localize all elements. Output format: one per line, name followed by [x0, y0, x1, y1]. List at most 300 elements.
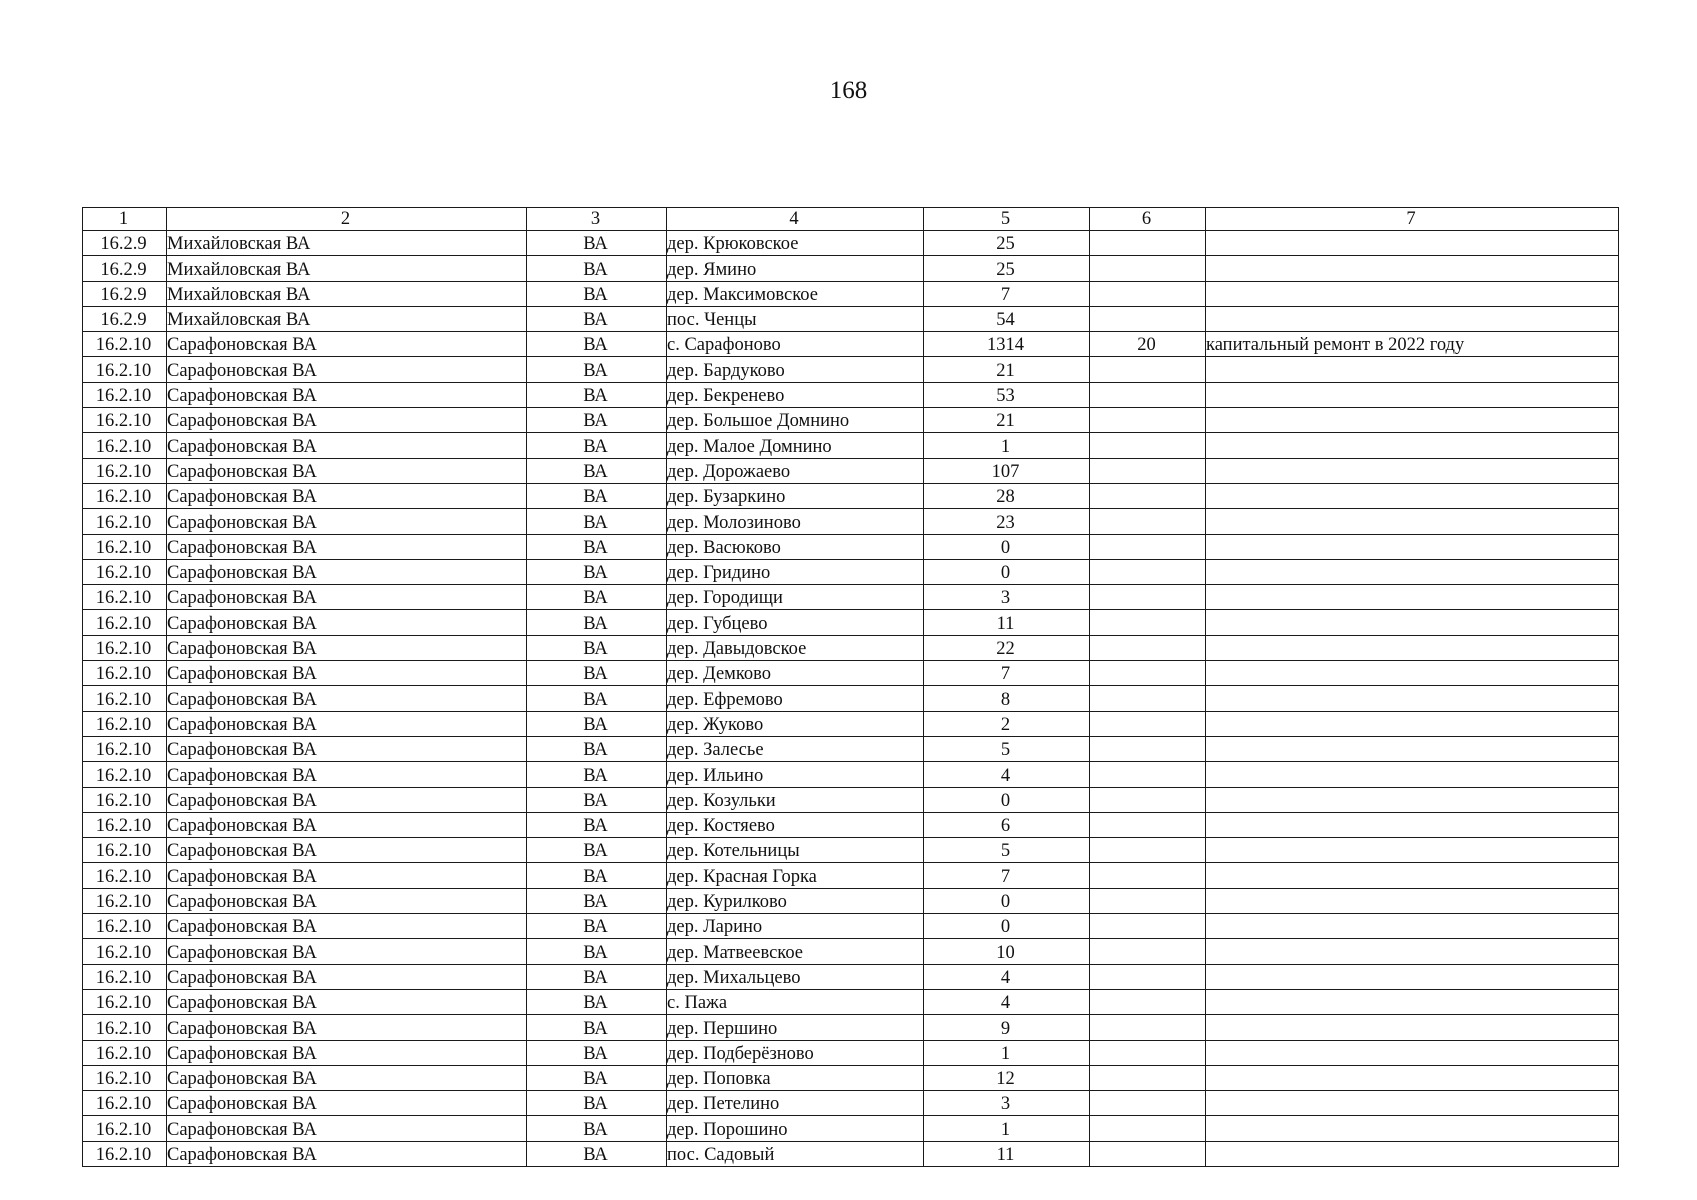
count-value-cell: 4 — [924, 964, 1090, 989]
note-text-cell — [1206, 686, 1619, 711]
table-row — [83, 231, 1619, 256]
administration-name-cell: Сарафоновская ВА — [167, 1065, 527, 1090]
extra-value-cell — [1090, 281, 1206, 306]
row-number-cell: 16.2.10 — [83, 989, 167, 1014]
type-code-cell: ВА — [527, 408, 667, 433]
administration-name-cell: Сарафоновская ВА — [167, 736, 527, 761]
settlement-name-cell: дер. Дорожаево — [667, 458, 924, 483]
type-code-cell: ВА — [527, 281, 667, 306]
settlement-name-cell: дер. Порошино — [667, 1116, 924, 1141]
row-number-cell: 16.2.10 — [83, 1141, 167, 1166]
extra-value-cell — [1090, 559, 1206, 584]
row-number-cell: 16.2.10 — [83, 1091, 167, 1116]
column-header: 6 — [1090, 208, 1206, 231]
type-code-cell: ВА — [527, 534, 667, 559]
column-header: 1 — [83, 208, 167, 231]
table-row — [83, 863, 1619, 888]
count-value-cell: 0 — [924, 888, 1090, 913]
extra-value-cell — [1090, 1040, 1206, 1065]
count-value-cell: 10 — [924, 939, 1090, 964]
type-code-cell: ВА — [527, 964, 667, 989]
type-code-cell: ВА — [527, 989, 667, 1014]
extra-value-cell — [1090, 838, 1206, 863]
settlement-name-cell: дер. Ямино — [667, 256, 924, 281]
administration-name-cell: Сарафоновская ВА — [167, 1040, 527, 1065]
type-code-cell: ВА — [527, 382, 667, 407]
count-value-cell: 3 — [924, 585, 1090, 610]
type-code-cell: ВА — [527, 1091, 667, 1116]
count-value-cell: 11 — [924, 1141, 1090, 1166]
table-row — [83, 939, 1619, 964]
column-header: 4 — [667, 208, 924, 231]
settlement-name-cell: дер. Губцево — [667, 610, 924, 635]
note-text-cell — [1206, 736, 1619, 761]
extra-value-cell — [1090, 458, 1206, 483]
administration-name-cell: Сарафоновская ВА — [167, 433, 527, 458]
extra-value-cell — [1090, 762, 1206, 787]
row-number-cell: 16.2.10 — [83, 585, 167, 610]
row-number-cell: 16.2.10 — [83, 1116, 167, 1141]
note-text-cell — [1206, 711, 1619, 736]
count-value-cell: 7 — [924, 281, 1090, 306]
note-text-cell — [1206, 1116, 1619, 1141]
type-code-cell: ВА — [527, 357, 667, 382]
row-number-cell: 16.2.10 — [83, 812, 167, 837]
settlement-name-cell: дер. Крюковское — [667, 231, 924, 256]
row-number-cell: 16.2.10 — [83, 433, 167, 458]
administration-name-cell: Сарафоновская ВА — [167, 559, 527, 584]
type-code-cell: ВА — [527, 1065, 667, 1090]
note-text-cell — [1206, 888, 1619, 913]
settlement-name-cell: дер. Михальцево — [667, 964, 924, 989]
note-text-cell — [1206, 914, 1619, 939]
column-header: 5 — [924, 208, 1090, 231]
note-text-cell — [1206, 1141, 1619, 1166]
count-value-cell: 3 — [924, 1091, 1090, 1116]
administration-name-cell: Михайловская ВА — [167, 231, 527, 256]
header-row — [83, 208, 1619, 231]
extra-value-cell — [1090, 534, 1206, 559]
administration-name-cell: Сарафоновская ВА — [167, 711, 527, 736]
settlement-name-cell: дер. Бардуково — [667, 357, 924, 382]
note-text-cell — [1206, 509, 1619, 534]
note-text-cell — [1206, 1040, 1619, 1065]
administration-name-cell: Сарафоновская ВА — [167, 1015, 527, 1040]
extra-value-cell — [1090, 711, 1206, 736]
table-row — [83, 256, 1619, 281]
note-text-cell — [1206, 812, 1619, 837]
table-row — [83, 408, 1619, 433]
settlement-name-cell: дер. Бекренево — [667, 382, 924, 407]
table-body — [83, 231, 1619, 1167]
note-text-cell — [1206, 1065, 1619, 1090]
row-number-cell: 16.2.10 — [83, 762, 167, 787]
row-number-cell: 16.2.10 — [83, 635, 167, 660]
row-number-cell: 16.2.10 — [83, 509, 167, 534]
row-number-cell: 16.2.9 — [83, 306, 167, 331]
count-value-cell: 1314 — [924, 332, 1090, 357]
settlement-name-cell: дер. Петелино — [667, 1091, 924, 1116]
note-text-cell — [1206, 1091, 1619, 1116]
table-row — [83, 686, 1619, 711]
table-row — [83, 483, 1619, 508]
extra-value-cell — [1090, 939, 1206, 964]
note-text-cell — [1206, 458, 1619, 483]
row-number-cell: 16.2.10 — [83, 964, 167, 989]
count-value-cell: 0 — [924, 559, 1090, 584]
row-number-cell: 16.2.10 — [83, 787, 167, 812]
type-code-cell: ВА — [527, 585, 667, 610]
settlement-name-cell: дер. Курилково — [667, 888, 924, 913]
extra-value-cell — [1090, 408, 1206, 433]
count-value-cell: 7 — [924, 863, 1090, 888]
administration-name-cell: Сарафоновская ВА — [167, 1116, 527, 1141]
administration-name-cell: Сарафоновская ВА — [167, 1141, 527, 1166]
count-value-cell: 12 — [924, 1065, 1090, 1090]
extra-value-cell — [1090, 914, 1206, 939]
table-row — [83, 1040, 1619, 1065]
table-row — [83, 1141, 1619, 1166]
row-number-cell: 16.2.10 — [83, 610, 167, 635]
table-row — [83, 433, 1619, 458]
settlement-name-cell: дер. Залесье — [667, 736, 924, 761]
administration-name-cell: Сарафоновская ВА — [167, 357, 527, 382]
type-code-cell: ВА — [527, 306, 667, 331]
extra-value-cell — [1090, 787, 1206, 812]
row-number-cell: 16.2.9 — [83, 256, 167, 281]
row-number-cell: 16.2.9 — [83, 281, 167, 306]
table-row — [83, 989, 1619, 1014]
type-code-cell: ВА — [527, 812, 667, 837]
row-number-cell: 16.2.10 — [83, 534, 167, 559]
type-code-cell: ВА — [527, 661, 667, 686]
extra-value-cell — [1090, 231, 1206, 256]
settlement-name-cell: дер. Матвеевское — [667, 939, 924, 964]
table-row — [83, 1116, 1619, 1141]
table-row — [83, 559, 1619, 584]
row-number-cell: 16.2.10 — [83, 382, 167, 407]
settlement-name-cell: дер. Васюково — [667, 534, 924, 559]
table-row — [83, 914, 1619, 939]
settlement-name-cell: дер. Красная Горка — [667, 863, 924, 888]
administration-name-cell: Сарафоновская ВА — [167, 661, 527, 686]
settlement-name-cell: дер. Поповка — [667, 1065, 924, 1090]
row-number-cell: 16.2.10 — [83, 483, 167, 508]
type-code-cell: ВА — [527, 686, 667, 711]
count-value-cell: 0 — [924, 787, 1090, 812]
row-number-cell: 16.2.10 — [83, 661, 167, 686]
row-number-cell: 16.2.9 — [83, 231, 167, 256]
note-text-cell — [1206, 433, 1619, 458]
type-code-cell: ВА — [527, 509, 667, 534]
settlement-name-cell: дер. Козульки — [667, 787, 924, 812]
column-header: 7 — [1206, 208, 1619, 231]
note-text-cell — [1206, 838, 1619, 863]
note-text-cell — [1206, 964, 1619, 989]
count-value-cell: 22 — [924, 635, 1090, 660]
type-code-cell: ВА — [527, 433, 667, 458]
row-number-cell: 16.2.10 — [83, 1065, 167, 1090]
table-row — [83, 458, 1619, 483]
row-number-cell: 16.2.10 — [83, 914, 167, 939]
type-code-cell: ВА — [527, 838, 667, 863]
column-header: 2 — [167, 208, 527, 231]
row-number-cell: 16.2.10 — [83, 736, 167, 761]
settlement-name-cell: дер. Першино — [667, 1015, 924, 1040]
note-text-cell — [1206, 306, 1619, 331]
type-code-cell: ВА — [527, 559, 667, 584]
settlement-name-cell: дер. Ларино — [667, 914, 924, 939]
row-number-cell: 16.2.10 — [83, 332, 167, 357]
administration-name-cell: Сарафоновская ВА — [167, 382, 527, 407]
administration-name-cell: Сарафоновская ВА — [167, 812, 527, 837]
note-text-cell — [1206, 408, 1619, 433]
administration-name-cell: Сарафоновская ВА — [167, 914, 527, 939]
table-row — [83, 711, 1619, 736]
table-row — [83, 762, 1619, 787]
row-number-cell: 16.2.10 — [83, 888, 167, 913]
row-number-cell: 16.2.10 — [83, 939, 167, 964]
table-row — [83, 610, 1619, 635]
count-value-cell: 1 — [924, 1116, 1090, 1141]
type-code-cell: ВА — [527, 1116, 667, 1141]
type-code-cell: ВА — [527, 231, 667, 256]
settlement-name-cell: дер. Подберёзново — [667, 1040, 924, 1065]
type-code-cell: ВА — [527, 762, 667, 787]
settlement-name-cell: дер. Молозиново — [667, 509, 924, 534]
note-text-cell — [1206, 661, 1619, 686]
table-row — [83, 382, 1619, 407]
table-row — [83, 838, 1619, 863]
extra-value-cell — [1090, 357, 1206, 382]
table-row — [83, 964, 1619, 989]
count-value-cell: 5 — [924, 736, 1090, 761]
type-code-cell: ВА — [527, 256, 667, 281]
count-value-cell: 23 — [924, 509, 1090, 534]
settlement-name-cell: пос. Ченцы — [667, 306, 924, 331]
count-value-cell: 54 — [924, 306, 1090, 331]
type-code-cell: ВА — [527, 610, 667, 635]
settlement-name-cell: дер. Давыдовское — [667, 635, 924, 660]
type-code-cell: ВА — [527, 914, 667, 939]
table-row — [83, 888, 1619, 913]
settlement-name-cell: с. Пажа — [667, 989, 924, 1014]
count-value-cell: 1 — [924, 433, 1090, 458]
administration-name-cell: Сарафоновская ВА — [167, 610, 527, 635]
count-value-cell: 25 — [924, 256, 1090, 281]
administration-name-cell: Сарафоновская ВА — [167, 483, 527, 508]
count-value-cell: 4 — [924, 989, 1090, 1014]
count-value-cell: 53 — [924, 382, 1090, 407]
note-text-cell — [1206, 863, 1619, 888]
settlement-name-cell: дер. Котельницы — [667, 838, 924, 863]
type-code-cell: ВА — [527, 458, 667, 483]
settlement-name-cell: дер. Демково — [667, 661, 924, 686]
note-text-cell — [1206, 585, 1619, 610]
note-text-cell — [1206, 483, 1619, 508]
type-code-cell: ВА — [527, 736, 667, 761]
extra-value-cell — [1090, 989, 1206, 1014]
administration-name-cell: Сарафоновская ВА — [167, 1091, 527, 1116]
count-value-cell: 21 — [924, 357, 1090, 382]
type-code-cell: ВА — [527, 1040, 667, 1065]
administration-name-cell: Сарафоновская ВА — [167, 332, 527, 357]
settlement-name-cell: дер. Гридино — [667, 559, 924, 584]
row-number-cell: 16.2.10 — [83, 863, 167, 888]
administration-name-cell: Сарафоновская ВА — [167, 787, 527, 812]
count-value-cell: 9 — [924, 1015, 1090, 1040]
extra-value-cell — [1090, 585, 1206, 610]
administration-name-cell: Сарафоновская ВА — [167, 686, 527, 711]
table-row — [83, 306, 1619, 331]
settlement-name-cell: дер. Большое Домнино — [667, 408, 924, 433]
note-text-cell — [1206, 610, 1619, 635]
note-text-cell — [1206, 1015, 1619, 1040]
administration-name-cell: Михайловская ВА — [167, 281, 527, 306]
page-number: 168 — [829, 77, 868, 104]
count-value-cell: 4 — [924, 762, 1090, 787]
type-code-cell: ВА — [527, 863, 667, 888]
extra-value-cell — [1090, 812, 1206, 837]
table-row — [83, 281, 1619, 306]
administration-name-cell: Сарафоновская ВА — [167, 534, 527, 559]
table-row — [83, 635, 1619, 660]
settlement-name-cell: дер. Жуково — [667, 711, 924, 736]
row-number-cell: 16.2.10 — [83, 458, 167, 483]
extra-value-cell — [1090, 382, 1206, 407]
extra-value-cell — [1090, 306, 1206, 331]
row-number-cell: 16.2.10 — [83, 686, 167, 711]
count-value-cell: 0 — [924, 914, 1090, 939]
administration-name-cell: Сарафоновская ВА — [167, 863, 527, 888]
row-number-cell: 16.2.10 — [83, 711, 167, 736]
extra-value-cell — [1090, 635, 1206, 660]
administration-name-cell: Сарафоновская ВА — [167, 408, 527, 433]
settlement-name-cell: дер. Максимовское — [667, 281, 924, 306]
settlement-name-cell: дер. Ефремово — [667, 686, 924, 711]
administration-name-cell: Михайловская ВА — [167, 306, 527, 331]
count-value-cell: 2 — [924, 711, 1090, 736]
type-code-cell: ВА — [527, 332, 667, 357]
row-number-cell: 16.2.10 — [83, 408, 167, 433]
table-row — [83, 585, 1619, 610]
count-value-cell: 11 — [924, 610, 1090, 635]
table-row — [83, 736, 1619, 761]
extra-value-cell — [1090, 863, 1206, 888]
extra-value-cell — [1090, 509, 1206, 534]
note-text-cell — [1206, 534, 1619, 559]
type-code-cell: ВА — [527, 888, 667, 913]
note-text-cell — [1206, 787, 1619, 812]
note-text-cell — [1206, 281, 1619, 306]
administration-name-cell: Сарафоновская ВА — [167, 964, 527, 989]
extra-value-cell — [1090, 483, 1206, 508]
note-text-cell — [1206, 989, 1619, 1014]
table-row — [83, 661, 1619, 686]
type-code-cell: ВА — [527, 787, 667, 812]
extra-value-cell — [1090, 1065, 1206, 1090]
count-value-cell: 7 — [924, 661, 1090, 686]
settlement-name-cell: дер. Городищи — [667, 585, 924, 610]
table-row — [83, 357, 1619, 382]
note-text-cell — [1206, 256, 1619, 281]
count-value-cell: 28 — [924, 483, 1090, 508]
extra-value-cell — [1090, 1116, 1206, 1141]
data-table — [82, 207, 1619, 1167]
row-number-cell: 16.2.10 — [83, 1040, 167, 1065]
administration-name-cell: Сарафоновская ВА — [167, 458, 527, 483]
extra-value-cell — [1090, 1015, 1206, 1040]
type-code-cell: ВА — [527, 1141, 667, 1166]
row-number-cell: 16.2.10 — [83, 1015, 167, 1040]
row-number-cell: 16.2.10 — [83, 838, 167, 863]
extra-value-cell — [1090, 1141, 1206, 1166]
extra-value-cell — [1090, 964, 1206, 989]
table-row — [83, 332, 1619, 357]
settlement-name-cell: пос. Садовый — [667, 1141, 924, 1166]
extra-value-cell — [1090, 1091, 1206, 1116]
note-text-cell — [1206, 357, 1619, 382]
type-code-cell: ВА — [527, 635, 667, 660]
extra-value-cell: 20 — [1090, 332, 1206, 357]
note-text-cell — [1206, 635, 1619, 660]
note-text-cell — [1206, 231, 1619, 256]
settlement-name-cell: с. Сарафоново — [667, 332, 924, 357]
type-code-cell: ВА — [527, 483, 667, 508]
count-value-cell: 21 — [924, 408, 1090, 433]
administration-name-cell: Сарафоновская ВА — [167, 939, 527, 964]
table-row — [83, 509, 1619, 534]
table-row — [83, 787, 1619, 812]
settlement-name-cell: дер. Бузаркино — [667, 483, 924, 508]
note-text-cell — [1206, 559, 1619, 584]
extra-value-cell — [1090, 610, 1206, 635]
table-header — [83, 208, 1619, 231]
note-text-cell: капитальный ремонт в 2022 году — [1206, 332, 1619, 357]
table-row — [83, 1015, 1619, 1040]
extra-value-cell — [1090, 433, 1206, 458]
note-text-cell — [1206, 939, 1619, 964]
table-row — [83, 534, 1619, 559]
administration-name-cell: Сарафоновская ВА — [167, 509, 527, 534]
administration-name-cell: Сарафоновская ВА — [167, 888, 527, 913]
administration-name-cell: Сарафоновская ВА — [167, 635, 527, 660]
administration-name-cell: Сарафоновская ВА — [167, 838, 527, 863]
row-number-cell: 16.2.10 — [83, 559, 167, 584]
extra-value-cell — [1090, 256, 1206, 281]
count-value-cell: 8 — [924, 686, 1090, 711]
count-value-cell: 25 — [924, 231, 1090, 256]
count-value-cell: 107 — [924, 458, 1090, 483]
administration-name-cell: Сарафоновская ВА — [167, 762, 527, 787]
table-row — [83, 812, 1619, 837]
type-code-cell: ВА — [527, 711, 667, 736]
settlement-name-cell: дер. Костяево — [667, 812, 924, 837]
extra-value-cell — [1090, 661, 1206, 686]
table-row — [83, 1065, 1619, 1090]
extra-value-cell — [1090, 736, 1206, 761]
administration-name-cell: Михайловская ВА — [167, 256, 527, 281]
row-number-cell: 16.2.10 — [83, 357, 167, 382]
table-row — [83, 1091, 1619, 1116]
administration-name-cell: Сарафоновская ВА — [167, 989, 527, 1014]
extra-value-cell — [1090, 686, 1206, 711]
count-value-cell: 1 — [924, 1040, 1090, 1065]
extra-value-cell — [1090, 888, 1206, 913]
count-value-cell: 6 — [924, 812, 1090, 837]
administration-name-cell: Сарафоновская ВА — [167, 585, 527, 610]
note-text-cell — [1206, 762, 1619, 787]
